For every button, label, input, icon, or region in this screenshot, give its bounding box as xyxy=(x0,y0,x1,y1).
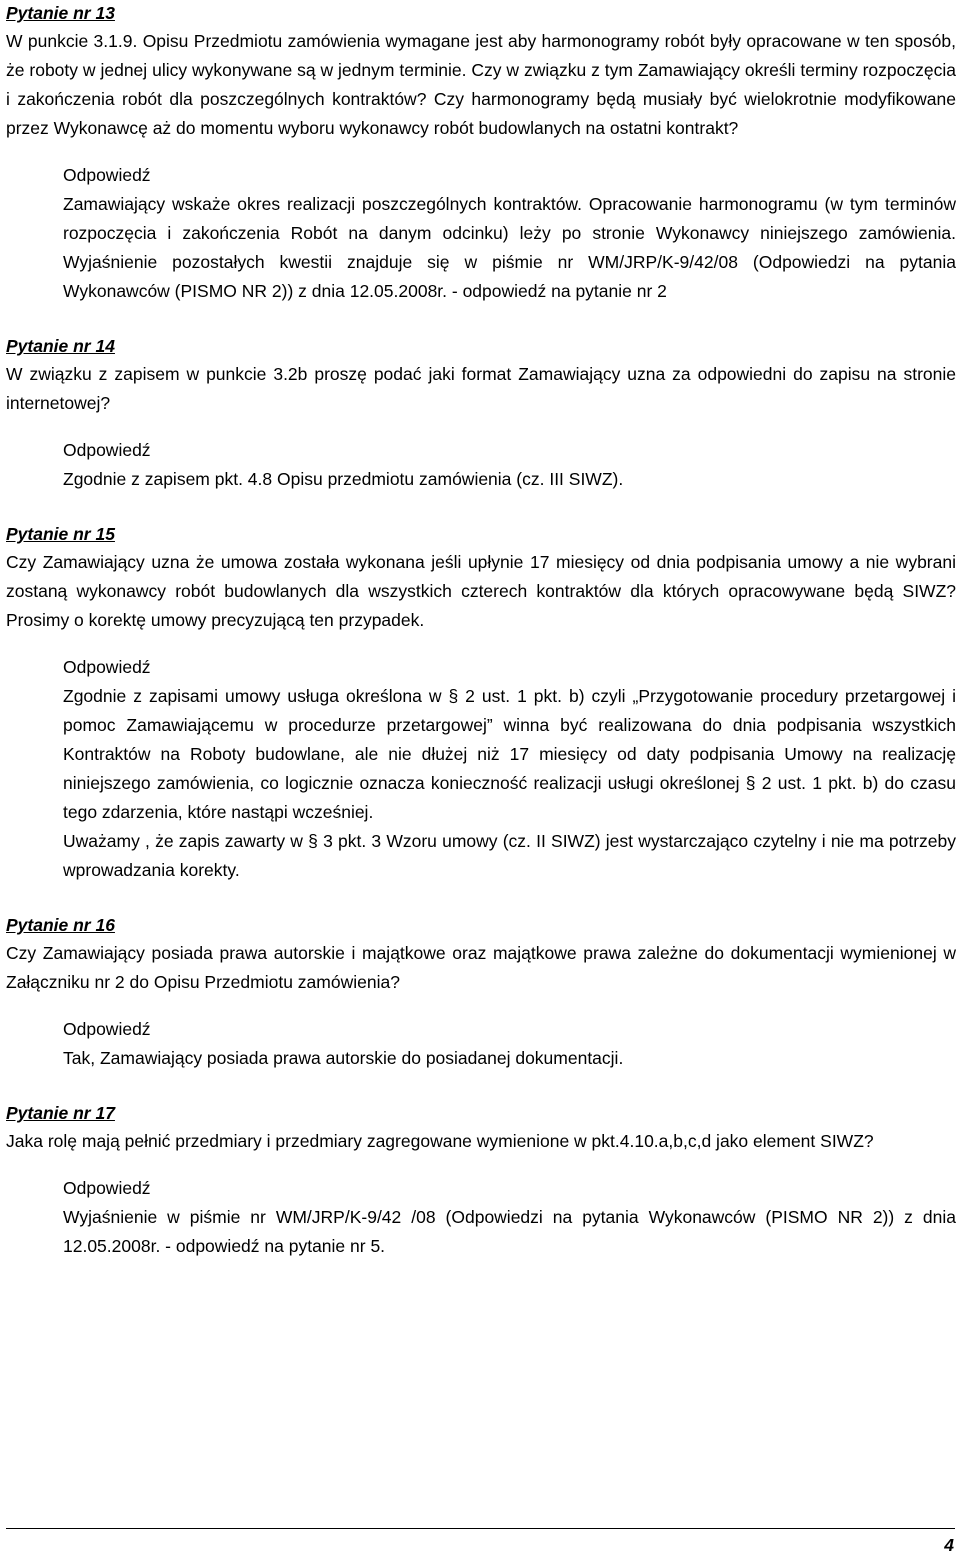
question-section-13 xyxy=(6,0,956,306)
question-section-14 xyxy=(6,333,956,494)
question-text: Czy Zamawiający posiada prawa autorskie i majątkowe oraz majątkowe prawa zależne do dokumentacji wymienionej w Załączniku nr 2 do Opisu Przedmiotu zamówienia? xyxy=(6,943,956,992)
footer-divider xyxy=(6,1528,955,1529)
question-heading: Pytanie nr 15 xyxy=(6,524,115,544)
question-section-15 xyxy=(6,521,956,885)
question-heading: Pytanie nr 17 xyxy=(6,1103,115,1123)
question-section-16 xyxy=(6,912,956,1073)
question-text: W punkcie 3.1.9. Opisu Przedmiotu zamówienia wymagane jest aby harmonogramy robót były opracowane w ten sposób, że roboty w jednej ulicy wykonywane są w jednym terminie. Czy w związku z tym Zamawiający określi terminy rozpoczęcia i zakończenia robót dla poszczególnych kontraktów? Czy harmonogramy będą musiały być wielokrotnie modyfikowane przez Wykonawcę aż do momentu wyboru wykonawcy robót budowlanych na ostatni kontrakt? xyxy=(6,31,956,138)
question-text: Czy Zamawiający uzna że umowa została wykonana jeśli upłynie 17 miesięcy od dnia podpisania umowy a nie wybrani zostaną wykonawcy robót budowlanych dla wszystkich czterech kontraktów dla których opracowywane będą SIWZ? Prosimy o korektę umowy precyzującą ten przypadek. xyxy=(6,552,956,630)
answer-block xyxy=(63,1015,956,1073)
question-section-17 xyxy=(6,1100,956,1261)
question-text: Jaka rolę mają pełnić przedmiary i przedmiary zagregowane wymienione w pkt.4.10.a,b,c,d jako element SIWZ? xyxy=(6,1131,874,1151)
answer-label: Odpowiedź xyxy=(63,657,151,677)
document-page xyxy=(6,0,956,1261)
answer-block xyxy=(63,653,956,885)
answer-label: Odpowiedź xyxy=(63,1178,151,1198)
answer-block xyxy=(63,1174,956,1261)
answer-block xyxy=(63,436,956,494)
answer-text: Zamawiający wskaże okres realizacji poszczególnych kontraktów. Opracowanie harmonogramu (w tym terminów rozpoczęcia i zakończenia Robót na danym odcinku) leży po stronie Wykonawcy niniejszego zamówienia. Wyjaśnienie pozostałych kwestii znajduje się w piśmie nr WM/JRP/K-9/42/08 (Odpowiedzi na pytania Wykonawców (PISMO NR 2)) z dnia 12.05.2008r. - odpowiedź na pytanie nr 2 xyxy=(63,194,956,301)
answer-label: Odpowiedź xyxy=(63,440,151,460)
answer-text: Zgodnie z zapisami umowy usługa określona w § 2 ust. 1 pkt. b) czyli „Przygotowanie procedury przetargowej i pomoc Zamawiającemu w procedurze przetargowej” winna być realizowana do dnia podpisania wszystkich Kontraktów na Roboty budowlane, ale nie dłużej niż 17 miesięcy od daty podpisania Umowy na realizację niniejszego zamówienia, co logicznie oznacza konieczność realizacji usługi określonej § 2 ust. 1 pkt. b) do czasu tego zdarzenia, które nastąpi wcześniej. xyxy=(63,686,956,822)
answer-text-continued: Uważamy , że zapis zawarty w § 3 pkt. 3 Wzoru umowy (cz. II SIWZ) jest wystarczająco czytelny i nie ma potrzeby wprowadzania korekty. xyxy=(63,831,956,880)
answer-text: Wyjaśnienie w piśmie nr WM/JRP/K-9/42 /08 (Odpowiedzi na pytania Wykonawców (PISMO NR 2)) z dnia 12.05.2008r. - odpowiedź na pytanie nr 5. xyxy=(63,1207,956,1256)
question-heading: Pytanie nr 13 xyxy=(6,3,115,23)
question-text: W związku z zapisem w punkcie 3.2b proszę podać jaki format Zamawiający uzna za odpowiedni do zapisu na stronie internetowej? xyxy=(6,364,956,413)
answer-label: Odpowiedź xyxy=(63,165,151,185)
page-number: 4 xyxy=(944,1535,954,1555)
answer-label: Odpowiedź xyxy=(63,1019,151,1039)
answer-text: Tak, Zamawiający posiada prawa autorskie do posiadanej dokumentacji. xyxy=(63,1048,624,1068)
question-heading: Pytanie nr 14 xyxy=(6,336,115,356)
answer-text: Zgodnie z zapisem pkt. 4.8 Opisu przedmiotu zamówienia (cz. III SIWZ). xyxy=(63,469,624,489)
answer-block xyxy=(63,161,956,306)
question-heading: Pytanie nr 16 xyxy=(6,915,115,935)
